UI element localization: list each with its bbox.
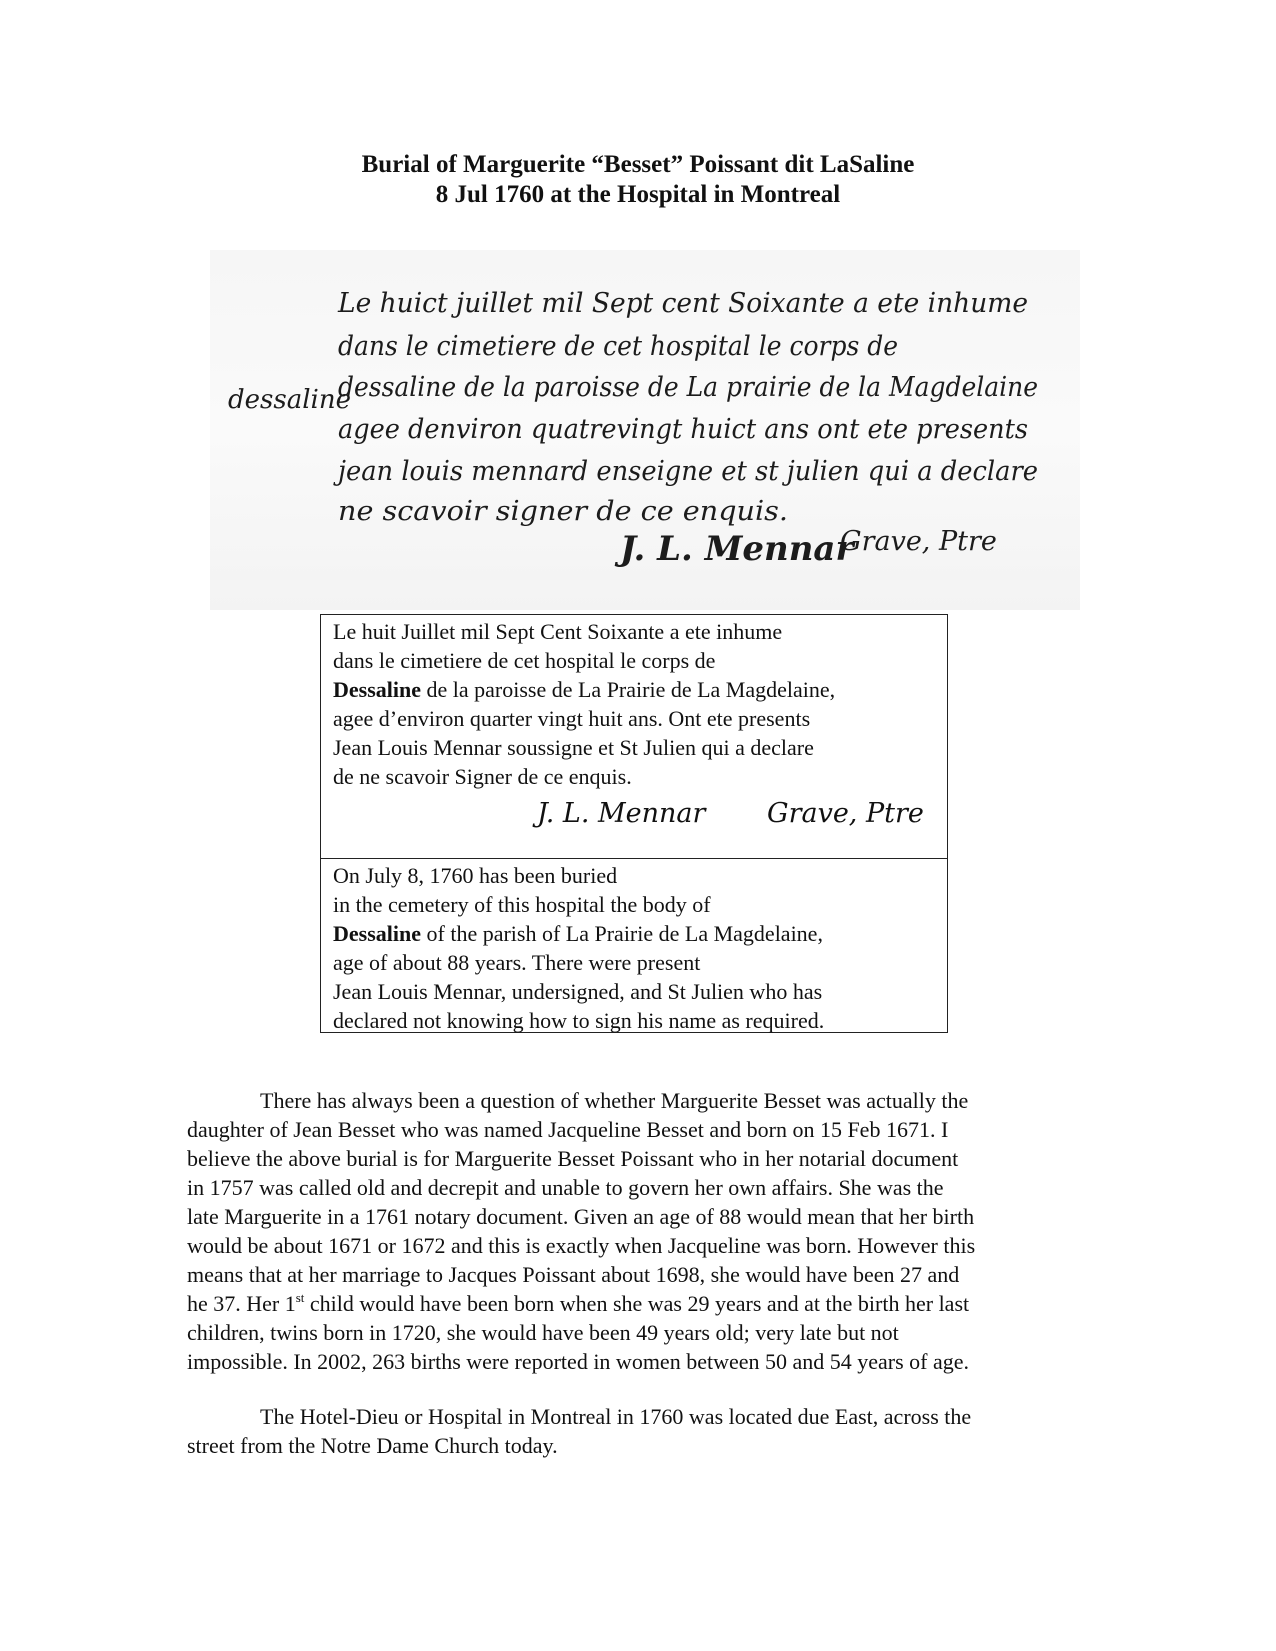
english-line: On July 8, 1760 has been buried	[333, 863, 618, 888]
paragraph-hotel-dieu	[187, 1402, 1082, 1460]
paragraph-line	[187, 1289, 1082, 1318]
bold-name: Dessaline	[333, 921, 421, 946]
manuscript-handwriting	[210, 250, 1080, 610]
french-line: agee d’environ quarter vingt huit ans. Ont ete presents	[333, 706, 811, 731]
paragraph-line: in 1757 was called old and decrepit and unable to govern her own affairs. She was the	[187, 1175, 944, 1200]
paragraph-text: The Hotel-Dieu or Hospital in Montreal in 1760 was located due East, across the	[260, 1404, 972, 1429]
paragraph-besset-question	[187, 1086, 1082, 1376]
paragraph-line: impossible. In 2002, 263 births were reported in women between 50 and 54 years of age.	[187, 1349, 970, 1374]
paragraph-line: would be about 1671 or 1672 and this is exactly when Jacqueline was born. However this	[187, 1233, 976, 1258]
ordinal-superscript: st	[295, 1290, 305, 1305]
paragraph-text: child would have been born when she was 29 years and at the birth her last	[304, 1291, 970, 1316]
french-line-rest: de la paroisse de La Prairie de La Magdelaine,	[421, 677, 836, 702]
english-line	[333, 919, 935, 948]
english-translation-box	[320, 859, 948, 1033]
english-line-rest: of the parish of La Prairie de La Magdelaine,	[421, 921, 823, 946]
manuscript-margin-name: dessaline	[228, 385, 351, 415]
manuscript-signature-grave: Grave, Ptre	[840, 526, 997, 557]
title-line-1: Burial of Marguerite “Besset” Poissant dit LaSaline	[361, 151, 915, 178]
document-title	[0, 150, 1276, 210]
bold-name: Dessaline	[333, 677, 421, 702]
paragraph-line	[187, 1086, 1082, 1115]
manuscript-line: dans le cimetiere de cet hospital le corps de	[338, 331, 898, 362]
french-line: Le huit Juillet mil Sept Cent Soixante a ete inhume	[333, 619, 783, 644]
manuscript-line: jean louis mennard enseigne et st julien qui a declare	[333, 456, 1038, 487]
english-line: declared not knowing how to sign his name as required.	[333, 1008, 825, 1033]
english-line: age of about 88 years. There were present	[333, 950, 701, 975]
paragraph-line: street from the Notre Dame Church today.	[187, 1433, 558, 1458]
signature-mennar: J. L. Mennar	[537, 798, 706, 829]
paragraph-line	[187, 1402, 1082, 1431]
manuscript-image	[210, 250, 1080, 610]
manuscript-line: Le huict juillet mil Sept cent Soixante a ete inhume	[337, 288, 1028, 319]
manuscript-line: ne scavoir signer de ce enquis.	[338, 496, 788, 527]
english-line: Jean Louis Mennar, undersigned, and St Julien who has	[333, 979, 823, 1004]
manuscript-signature-mennar: J. L. Mennar	[620, 529, 854, 569]
paragraph-line: late Marguerite in a 1761 notary document. Given an age of 88 would mean that her birth	[187, 1204, 975, 1229]
title-line-2: 8 Jul 1760 at the Hospital in Montreal	[435, 181, 841, 208]
french-line: de ne scavoir Signer de ce enquis.	[333, 764, 632, 789]
manuscript-line: agee denviron quatrevingt huict ans ont ete presents	[338, 414, 1028, 445]
paragraph-text: he 37. Her 1	[187, 1291, 296, 1316]
paragraph-line: daughter of Jean Besset who was named Jacqueline Besset and born on 15 Feb 1671. I	[187, 1117, 949, 1142]
french-line: Jean Louis Mennar soussigne et St Julien qui a declare	[333, 735, 814, 760]
paragraph-line: means that at her marriage to Jacques Poissant about 1698, she would have been 27 and	[187, 1262, 960, 1287]
english-line: in the cemetery of this hospital the body of	[333, 892, 711, 917]
signature-grave: Grave, Ptre	[767, 798, 924, 829]
paragraph-line: children, twins born in 1720, she would have been 49 years old; very late but not	[187, 1320, 899, 1345]
french-line: dans le cimetiere de cet hospital le corps de	[333, 648, 716, 673]
french-line	[333, 675, 935, 704]
manuscript-line: dessaline de la paroisse de La prairie de la Magdelaine	[338, 372, 1038, 403]
paragraph-line: believe the above burial is for Marguerite Besset Poissant who in her notarial document	[187, 1146, 959, 1171]
signatures	[527, 791, 947, 841]
french-transcription-box	[320, 614, 948, 859]
paragraph-text: There has always been a question of whether Marguerite Besset was actually the	[260, 1088, 969, 1113]
